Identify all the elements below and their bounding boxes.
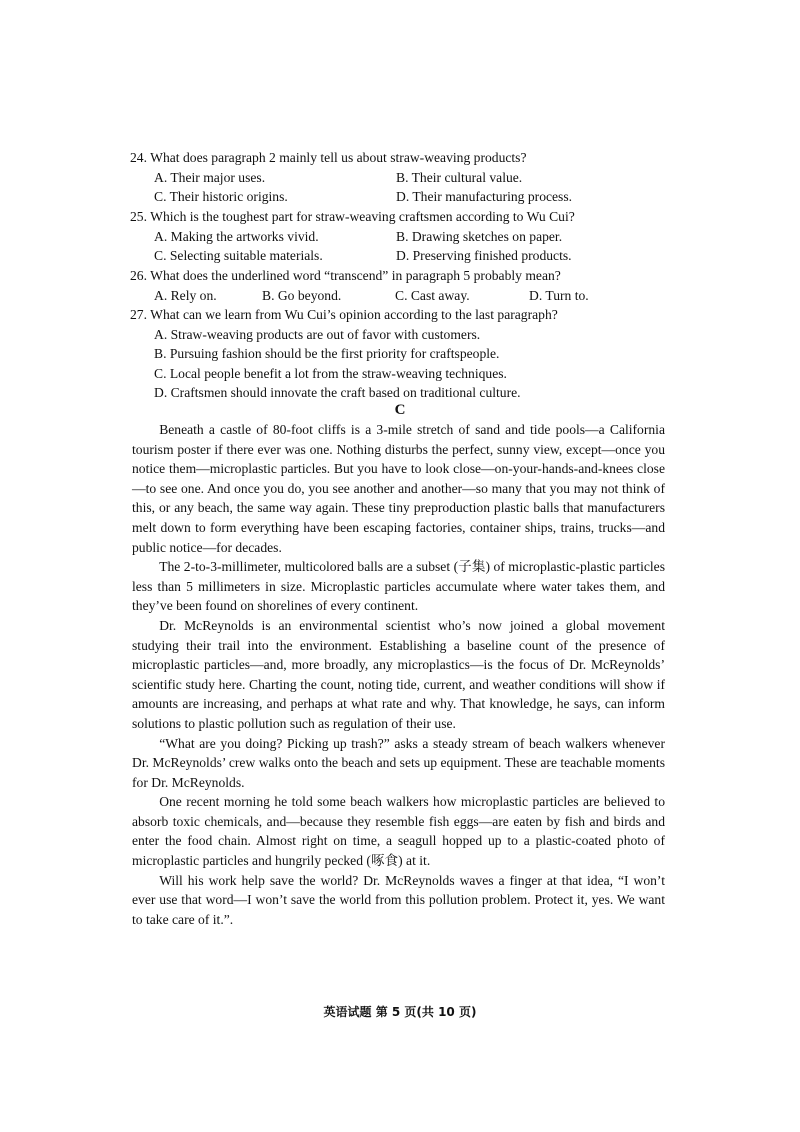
option-a: A. Straw-weaving products are out of favor with customers.	[154, 326, 481, 342]
option-c: C. Their historic origins.	[154, 189, 288, 205]
section-heading: C	[394, 402, 406, 418]
question-25	[130, 207, 660, 266]
options-row	[130, 286, 660, 306]
reading-passage	[132, 420, 665, 929]
option-d: D. Turn to.	[529, 287, 589, 303]
passage-paragraph: The 2-to-3-millimeter, multicolored balls are a subset (子集) of microplastic-plastic particles less than 5 millimeters in size. Microplastic particles accumulate where water takes them, and they’ve been found on shorelines of every continent.	[132, 559, 665, 614]
option-b: B. Pursuing fashion should be the first priority for craftspeople.	[154, 346, 500, 362]
option-a: A. Rely on.	[154, 287, 217, 303]
option-a: A. Making the artworks vivid.	[154, 228, 319, 244]
option-d: D. Craftsmen should innovate the craft based on traditional culture.	[154, 385, 521, 401]
page-footer: 英语试题 第 5 页(共 10 页)	[323, 1005, 477, 1019]
options-row	[130, 187, 660, 207]
passage-paragraph: “What are you doing? Picking up trash?” asks a steady stream of beach walkers whenever Dr. McReynolds’ crew walks onto the beach and sets up equipment. These are teachable moments for Dr. McReynolds.	[132, 735, 665, 790]
question-stem: 27. What can we learn from Wu Cui’s opinion according to the last paragraph?	[130, 307, 558, 322]
option-c: C. Cast away.	[395, 287, 470, 303]
passage-paragraph: Dr. McReynolds is an environmental scientist who’s now joined a global movement studying their trail into the environment. Establishing a baseline count of the presence of microplastic particles—and, more broadly, any microplastics—is the focus of Dr. McReynolds’ scientific study here. Charting the count, noting tide, current, and weather conditions will show if amounts are increasing, and perhaps at what rate and why. That knowledge, he says, can inform solutions to plastic pollution such as regulation of their use.	[132, 617, 665, 731]
passage-paragraph: Beneath a castle of 80-foot cliffs is a 3-mile stretch of sand and tide pools—a California tourism poster if there ever was one. Nothing disturbs the perfect, sunny view, except—once you notice them—microplastic particles. But you have to look close—on-your-hands-and-knees close—to see one. And once you do, you see another and another—so many that you may not think of this, or any beach, the same way again. These tiny preproduction plastic balls that manufacturers melt down to form everything have been escaping factories, container ships, trains, trucks—and public notice—for decades.	[132, 422, 665, 555]
option-b: B. Go beyond.	[262, 287, 342, 303]
option-d: D. Preserving finished products.	[396, 248, 572, 264]
option-c: C. Local people benefit a lot from the straw-weaving techniques.	[154, 365, 507, 381]
question-stem: 26. What does the underlined word “transcend” in paragraph 5 probably mean?	[130, 268, 561, 283]
options-row	[130, 246, 660, 266]
options-row	[130, 227, 660, 247]
passage-paragraph: One recent morning he told some beach walkers how microplastic particles are believed to absorb toxic chemicals, and—because they resemble fish eggs—are eaten by fish and birds and enter the food chain. Almost right on time, a seagull hopped up to a plastic-coated photo of microplastic particles and hungrily pecked (啄食) at it.	[132, 794, 665, 869]
question-26	[130, 266, 660, 305]
options-row	[130, 168, 660, 188]
question-stem: 24. What does paragraph 2 mainly tell us about straw-weaving products?	[130, 150, 527, 165]
question-stem: 25. Which is the toughest part for straw-weaving craftsmen according to Wu Cui?	[130, 209, 575, 224]
option-d: D. Their manufacturing process.	[396, 189, 573, 205]
question-24	[130, 148, 660, 207]
question-27	[130, 305, 660, 403]
option-a: A. Their major uses.	[154, 169, 266, 185]
passage-paragraph: Will his work help save the world? Dr. McReynolds waves a finger at that idea, “I won’t ever use that word—I won’t save the world from this pollution problem. Protect it, yes. We want to take care of it.”.	[132, 872, 665, 927]
option-b: B. Their cultural value.	[396, 169, 523, 185]
option-c: C. Selecting suitable materials.	[154, 248, 323, 264]
option-b: B. Drawing sketches on paper.	[396, 228, 563, 244]
